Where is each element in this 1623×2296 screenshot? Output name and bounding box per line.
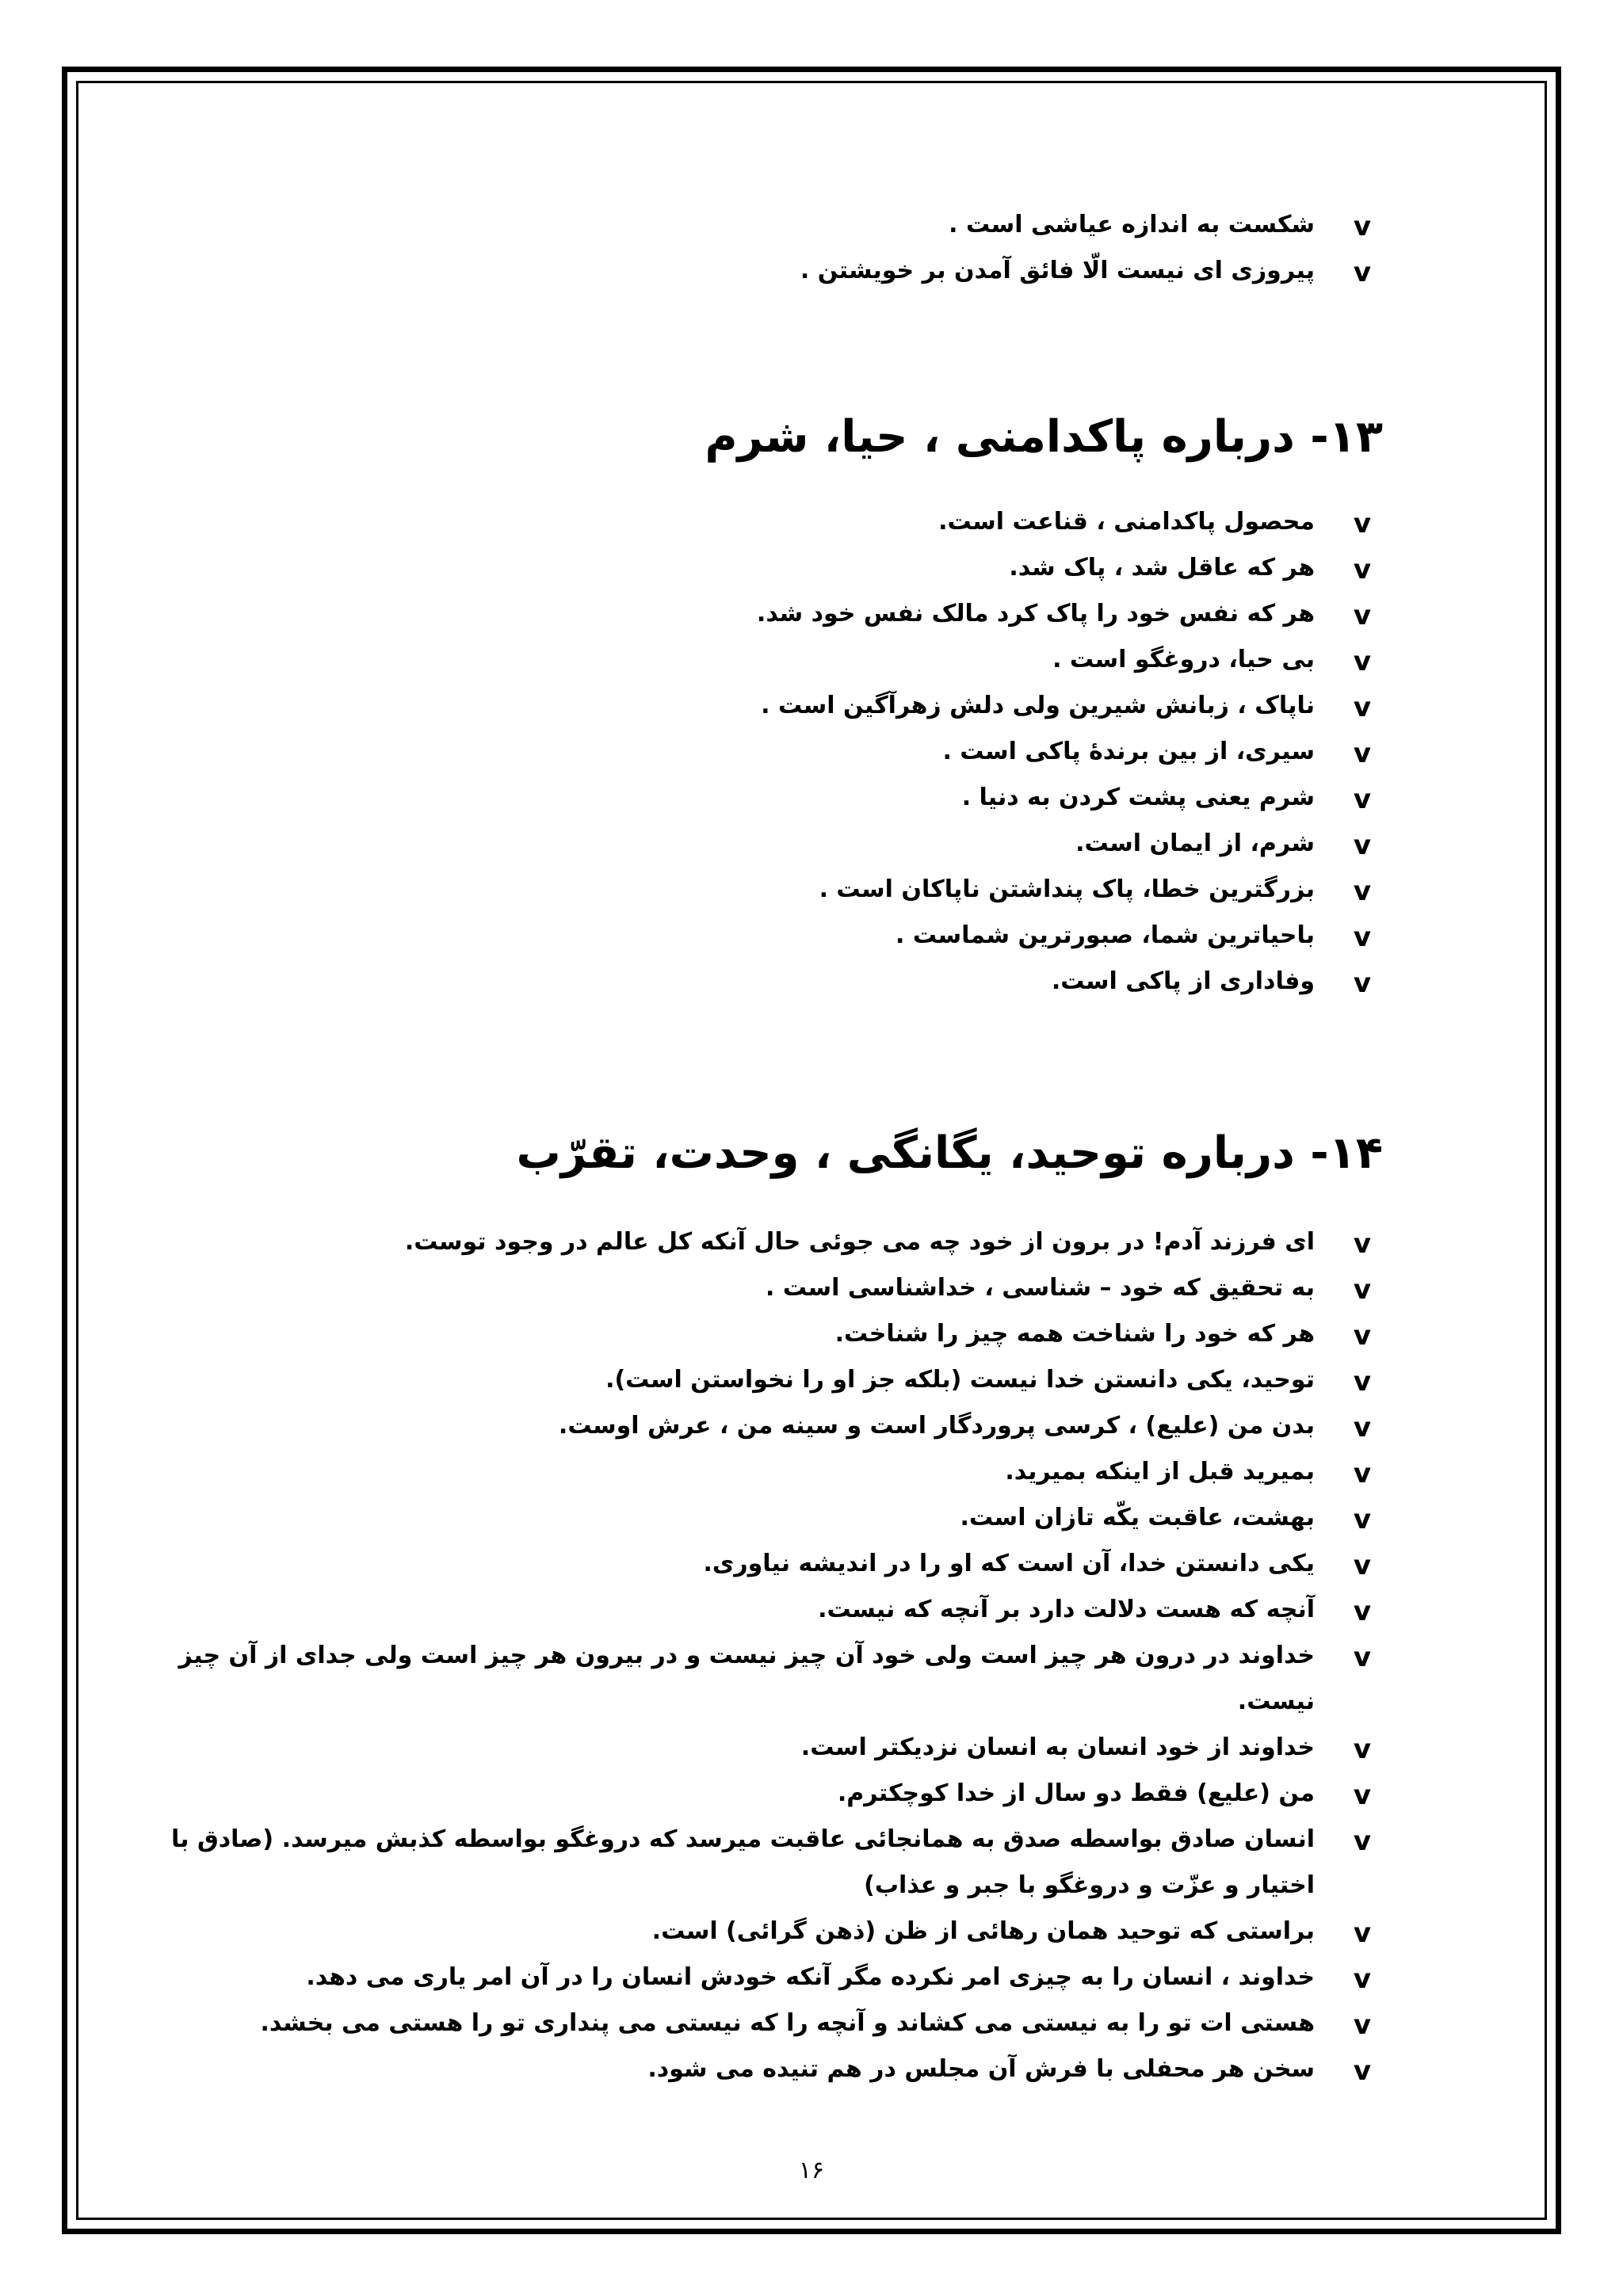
list-item: v هر که نفس خود را پاک کرد مالک نفس خود شد. bbox=[158, 591, 1383, 637]
list-item: v توحید، یکی دانستن خدا نیست (بلکه جز او را نخواستن است). bbox=[158, 1357, 1383, 1403]
check-icon: v bbox=[1353, 1733, 1372, 1765]
top-bullet-list bbox=[158, 202, 1383, 294]
list-item: v به تحقیق که خود – شناسی ، خداشناسی است . bbox=[158, 1265, 1383, 1311]
check-icon: v bbox=[1353, 211, 1372, 242]
list-item: v آنچه که هست دلالت دارد بر آنچه که نیست. bbox=[158, 1587, 1383, 1633]
check-icon: v bbox=[1353, 554, 1372, 585]
list-item: v بزرگترین خطا، پاک پنداشتن ناپاکان است . bbox=[158, 867, 1383, 913]
check-icon: v bbox=[1353, 1825, 1372, 1857]
page-content bbox=[158, 0, 1383, 2296]
list-item: v بهشت، عاقبت یکّه تازان است. bbox=[158, 1495, 1383, 1541]
check-icon: v bbox=[1353, 967, 1372, 999]
section-heading-14: ۱۴- درباره توحید، یگانگی ، وحدت، تقرّب bbox=[516, 1127, 1383, 1179]
list-item: v خداوند از خود انسان به انسان نزدیکتر است. bbox=[158, 1725, 1383, 1771]
check-icon: v bbox=[1353, 2009, 1372, 2041]
list-item: v وفاداری از پاکی است. bbox=[158, 959, 1383, 1005]
section-13-list bbox=[158, 499, 1383, 1005]
list-item: v خداوند ، انسان را به چیزی امر نکرده مگر آنکه خودش انسان را در آن امر یاری می دهد. bbox=[158, 1955, 1383, 2000]
list-item: v ناپاک ، زبانش شیرین ولی دلش زهرآگین است . bbox=[158, 683, 1383, 729]
list-item: v بدن من (علیع) ، کرسی پروردگار است و سینه من ، عرش اوست. bbox=[158, 1403, 1383, 1449]
check-icon: v bbox=[1353, 1458, 1372, 1489]
check-icon: v bbox=[1353, 1963, 1372, 1995]
check-icon: v bbox=[1353, 1320, 1372, 1352]
list-item: v سیری، از بین برندهٔ پاکی است . bbox=[158, 729, 1383, 775]
check-icon: v bbox=[1353, 784, 1372, 815]
list-item: v سخن هر محفلی با فرش آن مجلس در هم تنیده می شود. bbox=[158, 2046, 1383, 2092]
list-item: v باحیاترین شما، صبورترین شماست . bbox=[158, 913, 1383, 959]
check-icon: v bbox=[1353, 1366, 1372, 1398]
list-item: v شرم، از ایمان است. bbox=[158, 821, 1383, 867]
check-icon: v bbox=[1353, 921, 1372, 953]
list-item: v ای فرزند آدم! در برون از خود چه می جوئی حال آنکه کل عالم در وجود توست. bbox=[158, 1219, 1383, 1265]
check-icon: v bbox=[1353, 738, 1372, 769]
list-item: v پیروزی ای نیست الّا فائق آمدن بر خویشتن . bbox=[158, 248, 1383, 294]
page-number: ۱۶ bbox=[798, 2157, 825, 2184]
check-icon: v bbox=[1353, 830, 1372, 861]
check-icon: v bbox=[1353, 1917, 1372, 1949]
list-item: v شکست به اندازه عیاشی است . bbox=[158, 202, 1383, 248]
check-icon: v bbox=[1353, 1412, 1372, 1444]
check-icon: v bbox=[1353, 875, 1372, 907]
check-icon: v bbox=[1353, 257, 1372, 288]
check-icon: v bbox=[1353, 600, 1372, 631]
check-icon: v bbox=[1353, 1596, 1372, 1627]
check-icon: v bbox=[1353, 1779, 1372, 1811]
list-item: v محصول پاکدامنی ، قناعت است. bbox=[158, 499, 1383, 545]
list-item: v بمیرید قبل از اینکه بمیرید. bbox=[158, 1449, 1383, 1495]
check-icon: v bbox=[1353, 1228, 1372, 1260]
check-icon: v bbox=[1353, 508, 1372, 540]
check-icon: v bbox=[1353, 1504, 1372, 1535]
check-icon: v bbox=[1353, 1642, 1372, 1673]
list-item: v براستی که توحید همان رهائی از ظن (ذهن گرائی) است. bbox=[158, 1909, 1383, 1955]
list-item: v بی حیا، دروغگو است . bbox=[158, 637, 1383, 683]
check-icon: v bbox=[1353, 1550, 1372, 1581]
section-heading-13: ۱۳- درباره پاکدامنی ، حیا، شرم bbox=[705, 411, 1383, 463]
list-item: v شرم یعنی پشت کردن به دنیا . bbox=[158, 775, 1383, 821]
list-item: v یکی دانستن خدا، آن است که او را در اندیشه نیاوری. bbox=[158, 1541, 1383, 1587]
section-14-list bbox=[158, 1219, 1383, 2092]
check-icon: v bbox=[1353, 692, 1372, 723]
list-item: v هر که عاقل شد ، پاک شد. bbox=[158, 545, 1383, 591]
list-item: v هستی ات تو را به نیستی می کشاند و آنچه را که نیستی می پنداری تو را هستی می بخشد. bbox=[158, 2000, 1383, 2046]
list-item: v انسان صادق بواسطه صدق به همانجائی عاقبت میرسد که دروغگو بواسطه کذبش میرسد. (صادق با اختیار و عزّت و دروغگو با جبر و عذاب) bbox=[158, 1817, 1383, 1909]
list-item: v هر که خود را شناخت همه چیز را شناخت. bbox=[158, 1311, 1383, 1357]
list-item: v من (علیع) فقط دو سال از خدا کوچکترم. bbox=[158, 1771, 1383, 1817]
check-icon: v bbox=[1353, 646, 1372, 677]
list-item: v خداوند در درون هر چیز است ولی خود آن چیز نیست و در بیرون هر چیز است ولی جدای از آن چیز نیست. bbox=[158, 1633, 1383, 1725]
check-icon: v bbox=[1353, 2055, 1372, 2087]
check-icon: v bbox=[1353, 1274, 1372, 1306]
